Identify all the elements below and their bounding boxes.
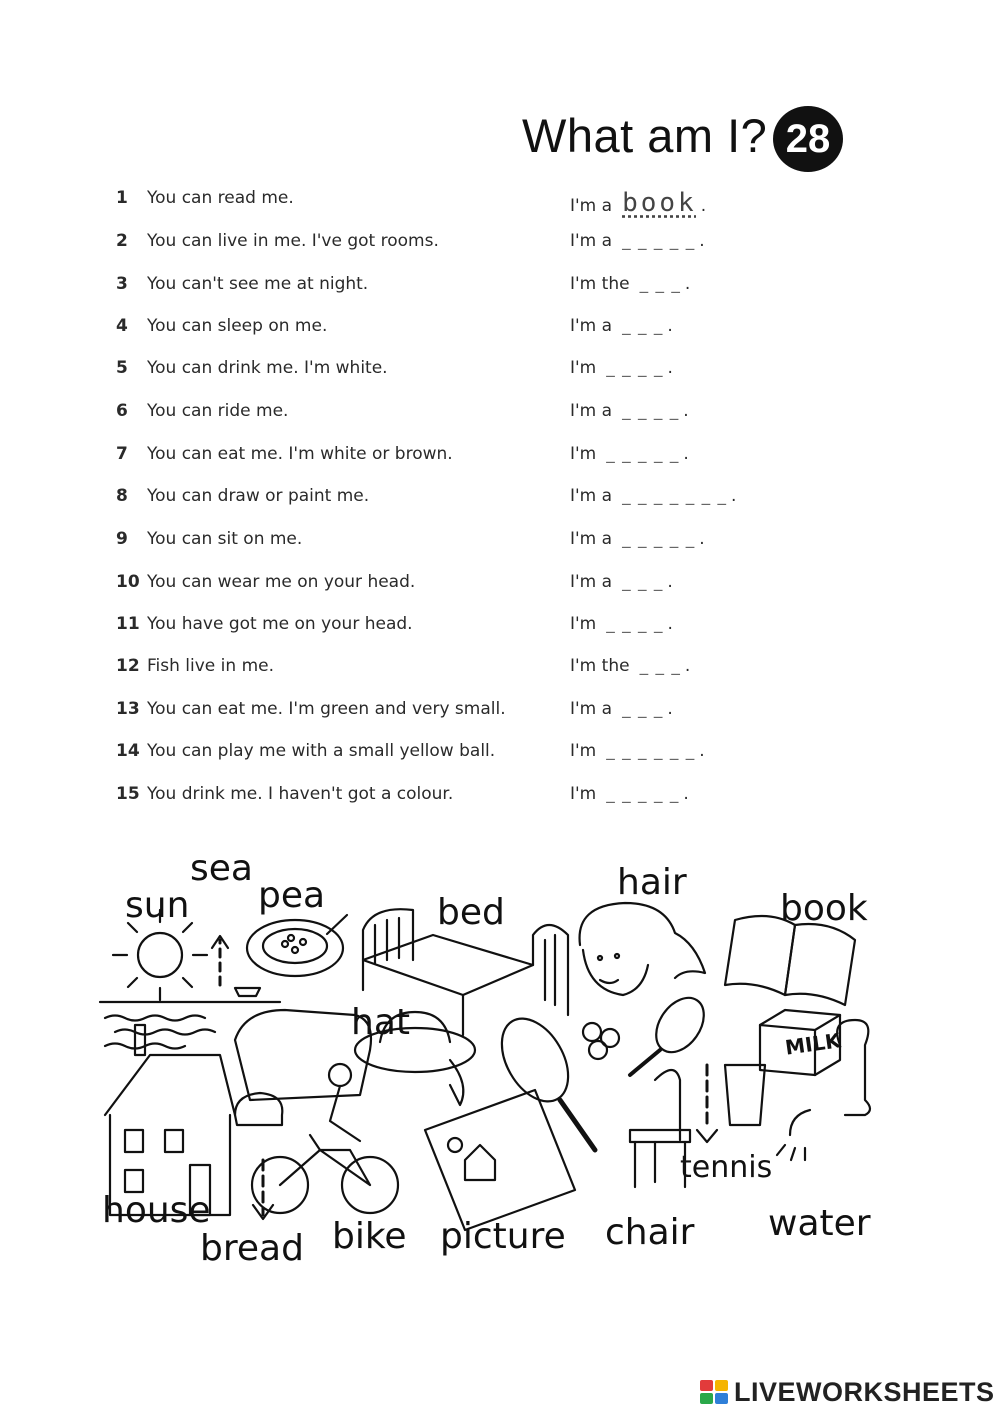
answer-line [570,656,690,676]
answer-period: . [667,572,673,592]
picture-icon [425,1090,575,1230]
question-text: You can draw or paint me. [147,486,370,506]
question-text: Fish live in me. [147,656,274,676]
answer-period: . [731,486,737,506]
answer-prefix: I'm a [570,529,613,549]
question-number: 5 [116,358,128,378]
brand-text: LIVEWORKSHEETS [734,1376,995,1407]
picture-word-bank [95,848,905,1280]
word-bed: bed [437,892,505,933]
logo-square-1 [700,1380,713,1391]
answer-prefix: I'm [570,614,597,634]
question-number: 1 [116,188,128,208]
logo-mark-icon [700,1380,728,1404]
answer-line [570,486,736,506]
answer-blank[interactable]: _ _ _ _ _ [606,784,680,804]
answer-period: . [683,401,689,421]
answer-blank[interactable]: _ _ _ [622,572,664,592]
answer-prefix: I'm a [570,486,613,506]
question-text: You can sit on me. [147,529,303,549]
house-icon [105,1025,235,1215]
answer-blank[interactable]: _ _ _ _ [606,358,664,378]
question-number: 10 [116,572,140,592]
word-hair: hair [617,862,687,903]
word-bike: bike [332,1216,407,1257]
question-row [0,401,1000,431]
answer-prefix: I'm [570,741,597,761]
question-text: You can wear me on your head. [147,572,416,592]
answer-blank[interactable]: _ _ _ _ _ [606,444,680,464]
question-row [0,614,1000,644]
answer-period: . [683,444,689,464]
word-house: house [102,1190,211,1231]
answer-blank[interactable]: _ _ _ [622,316,664,336]
question-text: You can read me. [147,188,294,208]
word-water: water [768,1203,871,1244]
question-row [0,316,1000,346]
question-text: You can eat me. I'm green and very small. [147,699,506,719]
question-text: You can drink me. I'm white. [147,358,388,378]
question-row [0,741,1000,771]
answer-period: . [667,358,673,378]
question-row [0,699,1000,729]
answer-line [570,274,690,294]
answer-period: . [699,231,705,251]
sea-icon [100,936,280,1049]
answer-period: . [667,699,673,719]
question-row [0,188,1000,218]
question-text: You have got me on your head. [147,614,413,634]
answer-line [570,784,689,804]
answer-prefix: I'm a [570,699,613,719]
answer-blank[interactable]: _ _ _ _ [622,401,680,421]
question-text: You can live in me. I've got rooms. [147,231,439,251]
unit-number-badge: 28 [773,106,843,172]
answer-prefix: I'm a [570,316,613,336]
answer-period: . [683,784,689,804]
pea-icon [247,915,347,976]
question-row [0,274,1000,304]
question-number: 7 [116,444,128,464]
word-sun: sun [125,885,190,926]
question-row [0,656,1000,686]
answer-blank[interactable]: _ _ _ [639,656,681,676]
question-number: 3 [116,274,128,294]
answer-blank[interactable]: _ _ _ [639,274,681,294]
question-number: 9 [116,529,128,549]
milk-icon [725,1010,840,1125]
answer-line [570,444,689,464]
answer-blank[interactable]: _ _ _ _ [606,614,664,634]
answer-blank[interactable]: _ _ _ [622,699,664,719]
logo-square-2 [715,1380,728,1391]
answer-period: . [699,741,705,761]
question-row [0,358,1000,388]
answer-line [570,699,673,719]
question-number: 2 [116,231,128,251]
question-text: You can sleep on me. [147,316,328,336]
answer-prefix: I'm a [570,231,613,251]
question-text: You can ride me. [147,401,289,421]
answer-prefix: I'm [570,444,597,464]
question-number: 12 [116,656,140,676]
question-number: 8 [116,486,128,506]
question-number: 14 [116,741,140,761]
page-title: What am I? [522,109,768,162]
question-row [0,486,1000,516]
question-number: 6 [116,401,128,421]
answer-period: . [667,316,673,336]
question-row [0,231,1000,261]
hair-icon [580,903,705,995]
question-number: 15 [116,784,140,804]
question-number: 13 [116,699,140,719]
book-icon [725,916,855,1005]
answer-blank[interactable]: _ _ _ _ _ _ [606,741,696,761]
question-row [0,784,1000,814]
answer-line [570,529,705,549]
word-picture: picture [440,1216,566,1257]
answer-period: . [684,656,691,676]
logo-square-4 [715,1393,728,1404]
answer-line [570,614,673,634]
question-text: You drink me. I haven't got a colour. [147,784,454,804]
question-row [0,529,1000,559]
answer-period: . [699,529,705,549]
answer-prefix: I'm a [570,196,613,216]
answer-line [570,741,705,761]
word-bread: bread [200,1228,304,1269]
answer-period: . [684,274,691,294]
answer-blank[interactable]: _ _ _ _ _ _ _ [622,486,728,506]
answer-prefix: I'm a [570,572,613,592]
answer-line [570,401,689,421]
answer-line [570,316,673,336]
answer-prefix: I'm the [570,274,630,294]
milk-carton-label: MILK [783,1028,842,1060]
question-number: 11 [116,614,140,634]
liveworksheets-logo [700,1375,995,1409]
question-number: 4 [116,316,128,336]
word-tennis: tennis [680,1150,773,1185]
answer-blank[interactable]: _ _ _ _ _ [622,231,696,251]
answer-prefix: I'm [570,358,597,378]
answer-line [570,188,706,218]
word-sea: sea [190,848,253,889]
answer-prefix: I'm [570,784,597,804]
question-row [0,444,1000,474]
answer-line [570,231,705,251]
answer-blank[interactable]: _ _ _ _ _ [622,529,696,549]
word-chair: chair [605,1212,695,1253]
answer-period: . [667,614,673,634]
answer-filled[interactable]: book [622,188,697,218]
bike-icon [252,1064,398,1213]
logo-square-3 [700,1393,713,1404]
answer-line [570,572,673,592]
question-text: You can play me with a small yellow ball. [147,741,496,761]
question-row [0,572,1000,602]
word-hat: hat [351,1002,410,1043]
word-book: book [780,888,868,929]
word-pea: pea [258,875,326,916]
answer-line [570,358,673,378]
question-text: You can't see me at night. [147,274,369,294]
question-text: You can eat me. I'm white or brown. [147,444,453,464]
answer-prefix: I'm the [570,656,630,676]
answer-period: . [700,196,707,216]
answer-prefix: I'm a [570,401,613,421]
